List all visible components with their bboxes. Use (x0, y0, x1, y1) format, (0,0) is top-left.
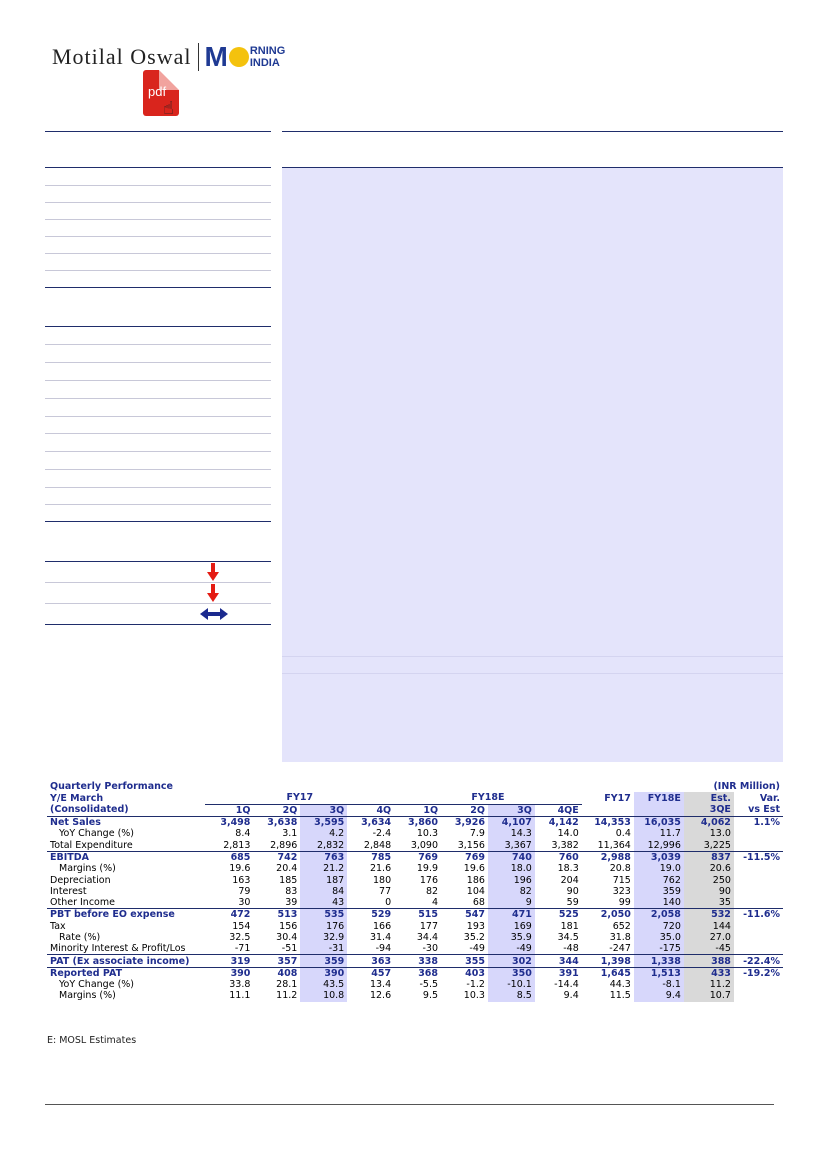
table-cell: 35.0 (634, 932, 684, 943)
table-cell: 35.2 (463, 932, 485, 943)
table-cell: 30.4 (276, 932, 298, 943)
logo-divider (198, 43, 199, 71)
left-rule (45, 185, 271, 186)
table-cell: 34.4 (416, 932, 439, 943)
table-cell: -2.4 (372, 828, 392, 840)
fy18e-group-header: FY18E (394, 792, 582, 804)
morning-india-text (250, 45, 285, 69)
table-cell: 4.2 (300, 828, 347, 839)
table-cell: 90 (684, 886, 734, 897)
table-cell (734, 863, 783, 874)
table-cell: 529 (371, 909, 392, 921)
table-cell: -71 (205, 943, 253, 955)
table-cell: 785 (371, 851, 392, 863)
hand-cursor-icon: ☝ (163, 98, 174, 119)
table-cell: 3,926 (454, 817, 485, 829)
table-cell: 535 (300, 909, 347, 921)
india-text: INDIA (249, 57, 280, 69)
table-cell: 20.8 (609, 863, 631, 875)
table-cell: 472 (230, 909, 251, 921)
table-cell: 837 (684, 851, 734, 863)
table-row (47, 897, 783, 909)
table-cell: 20.4 (276, 863, 298, 875)
table-row (47, 816, 783, 828)
table-cell: 77 (379, 885, 392, 897)
table-cell (734, 874, 783, 885)
row-label: Other Income (47, 897, 205, 909)
table-cell: 154 (232, 920, 251, 932)
table-cell: 513 (277, 909, 298, 921)
table-cell: 3,860 (407, 817, 439, 829)
fy18e-header: FY18E (634, 792, 684, 804)
table-cell: 11.7 (634, 828, 684, 839)
table-cell: -49 (441, 943, 488, 955)
est-subheader: 3QE (684, 804, 734, 816)
table-cell (734, 886, 783, 897)
table-cell: -14.4 (554, 979, 579, 991)
table-cell: 9.5 (422, 990, 439, 1002)
table-cell: 250 (684, 874, 734, 885)
row-label: Margins (%) (59, 863, 116, 875)
table-cell: 4,062 (684, 816, 734, 828)
table-cell (734, 921, 783, 932)
table-cell: 11.1 (229, 990, 251, 1002)
est-header: Est. (684, 792, 734, 804)
table-cell: 19.6 (229, 863, 251, 875)
col-label: Y/E March (50, 792, 104, 804)
table-cell: 10.3 (416, 828, 439, 840)
table-cell: -11.5% (743, 851, 780, 863)
table-cell: -10.1 (488, 979, 535, 990)
left-divider (45, 167, 271, 168)
left-rule (45, 253, 271, 254)
table-cell: 762 (634, 874, 684, 885)
table-cell: 763 (300, 851, 347, 863)
table-cell: 44.3 (609, 979, 631, 991)
left-rule (45, 603, 271, 604)
table-cell: 391 (558, 967, 579, 979)
table-cell: 90 (566, 885, 579, 897)
table-row (47, 851, 783, 863)
table-cell: 204 (560, 874, 579, 886)
table-cell: 31.8 (609, 932, 631, 943)
table-cell: 11.2 (684, 979, 734, 990)
left-rule (45, 362, 271, 363)
table-row (47, 943, 783, 955)
table-cell: 180 (372, 874, 392, 886)
left-divider (45, 287, 271, 288)
table-row (47, 909, 783, 921)
table-title: Quarterly Performance (50, 781, 173, 793)
left-rule (45, 487, 271, 488)
table-cell: 21.6 (369, 863, 392, 875)
table-cell: 2,848 (347, 839, 394, 851)
table-cell: 3,225 (684, 839, 734, 851)
table-cell: 3,090 (394, 839, 441, 851)
col-sublabel: (Consolidated) (47, 804, 205, 816)
table-cell: 2,058 (634, 909, 684, 921)
left-divider (45, 521, 271, 522)
quarter-header: 4Q (347, 804, 394, 816)
table-row (47, 990, 783, 1001)
quarter-header: 1Q (394, 804, 441, 816)
table-cell: -1.2 (466, 979, 485, 991)
table-cell (734, 839, 783, 851)
table-cell: 166 (372, 920, 392, 932)
table-cell: 163 (232, 874, 251, 886)
left-divider (45, 326, 271, 327)
left-rule (45, 469, 271, 470)
table-cell (734, 932, 783, 943)
table-cell: -45 (684, 943, 734, 955)
table-cell: 21.2 (300, 863, 347, 874)
table-cell: 8.5 (488, 990, 535, 1001)
row-label: Net Sales (50, 817, 101, 829)
quarterly-performance-table (47, 781, 783, 1002)
left-rule (45, 344, 271, 345)
row-label: Rate (%) (59, 932, 101, 943)
panel-rule (282, 673, 783, 674)
table-cell: 82 (425, 885, 439, 897)
table-cell: 176 (300, 921, 347, 932)
table-cell: 350 (488, 967, 535, 979)
pdf-label: pdf (148, 84, 167, 99)
table-cell: 32.5 (229, 932, 251, 943)
table-cell (734, 828, 783, 839)
table-cell: 59 (535, 897, 582, 909)
table-cell: 3,367 (488, 839, 535, 851)
table-cell: 177 (419, 920, 439, 932)
left-rule (45, 380, 271, 381)
table-cell: 31.4 (369, 932, 392, 943)
table-cell (734, 979, 783, 990)
footer-rule (45, 1104, 774, 1105)
table-cell: 359 (300, 955, 347, 967)
table-cell: 18.3 (557, 863, 579, 875)
table-cell: -5.5 (419, 979, 439, 991)
row-label: YoY Change (%) (59, 828, 135, 840)
table-cell: 720 (634, 921, 684, 932)
row-label: Tax (50, 920, 66, 932)
table-cell: 769 (418, 851, 439, 863)
table-cell: 7.9 (469, 828, 485, 840)
table-cell: 652 (612, 920, 631, 932)
table-cell: 1,645 (600, 967, 631, 979)
table-cell: 2,813 (205, 839, 253, 851)
table-cell: 355 (441, 955, 488, 967)
table-cell: 12.6 (369, 990, 392, 1002)
table-cell: 403 (465, 967, 485, 979)
table-cell: 1.1% (753, 817, 780, 829)
brand-name: Motilal Oswal (52, 44, 192, 69)
var-subheader: vs Est (734, 804, 783, 816)
row-label: Depreciation (50, 874, 111, 886)
left-rule (45, 270, 271, 271)
table-cell: 35.9 (488, 932, 535, 943)
table-cell: 390 (300, 967, 347, 979)
table-cell: 181 (560, 920, 579, 932)
table-cell: 9.4 (634, 990, 684, 1001)
row-label: Interest (50, 885, 87, 897)
left-rule (45, 398, 271, 399)
down-arrow-icon (207, 584, 219, 602)
table-cell: 10.7 (684, 990, 734, 1001)
table-row (47, 955, 783, 967)
row-label: PAT (Ex associate income) (47, 955, 205, 967)
table-cell: 82 (488, 886, 535, 897)
table-cell: 140 (634, 897, 684, 909)
table-row (47, 967, 783, 979)
table-cell: 35 (684, 897, 734, 909)
table-cell (734, 897, 783, 909)
table-cell: 319 (205, 955, 253, 967)
table-cell: 33.8 (229, 979, 251, 991)
table-cell: 186 (466, 874, 485, 886)
table-cell: 3,382 (535, 839, 582, 851)
panel-rule (282, 656, 783, 657)
table-cell: 742 (277, 851, 298, 863)
row-label: EBITDA (50, 851, 89, 863)
table-cell: 196 (488, 874, 535, 885)
table-cell: 144 (684, 921, 734, 932)
table-cell: 1,338 (634, 955, 684, 967)
table-cell: -48 (535, 943, 582, 955)
table-cell: 1,398 (582, 955, 634, 967)
table-cell: -31 (300, 943, 347, 955)
table-cell: 388 (684, 955, 734, 967)
table-row (47, 828, 783, 839)
left-rule (45, 451, 271, 452)
table-cell: -51 (253, 943, 300, 955)
table-row (47, 886, 783, 897)
table-unit: (INR Million) (713, 781, 780, 793)
table-cell: -8.1 (634, 979, 684, 990)
table-cell: 19.6 (463, 863, 485, 875)
table-cell: 3,634 (361, 817, 392, 829)
table-row (47, 874, 783, 885)
table-cell: 176 (419, 874, 439, 886)
right-divider-top (282, 131, 783, 132)
left-divider (45, 624, 271, 625)
table-cell: 32.9 (300, 932, 347, 943)
table-cell: -175 (634, 943, 684, 955)
row-label: Reported PAT (50, 967, 123, 979)
table-cell: 769 (465, 851, 485, 863)
table-cell: -30 (394, 943, 441, 955)
table-cell: 4,107 (488, 816, 535, 828)
table-cell: 39 (253, 897, 300, 909)
table-cell: 43.5 (300, 979, 347, 990)
table-cell: 185 (279, 874, 298, 886)
left-rule (45, 504, 271, 505)
table-cell: 532 (684, 909, 734, 921)
table-cell: -49 (488, 943, 535, 955)
table-cell: 525 (558, 909, 579, 921)
table-cell: 471 (488, 909, 535, 921)
row-label: Margins (%) (59, 990, 116, 1002)
left-rule (45, 433, 271, 434)
table-cell: 2,832 (300, 839, 347, 851)
table-cell: 4 (394, 897, 441, 909)
table-cell: 1,513 (634, 967, 684, 979)
table-cell: 363 (347, 955, 394, 967)
table-cell: 83 (285, 885, 298, 897)
left-divider (45, 561, 271, 562)
table-cell: 457 (371, 967, 392, 979)
fy17-header: FY17 (604, 792, 631, 804)
table-cell: 2,050 (600, 909, 631, 921)
table-cell: 84 (300, 886, 347, 897)
table-cell: 11.2 (276, 990, 298, 1002)
table-cell: 156 (279, 920, 298, 932)
table-cell: 11.5 (609, 990, 631, 1002)
table-cell: 14.0 (557, 828, 579, 840)
table-cell: 9.4 (563, 990, 579, 1002)
table-cell: 19.0 (634, 863, 684, 874)
brand-logo (52, 42, 285, 72)
table-cell: 359 (634, 886, 684, 897)
table-cell: 2,896 (253, 839, 300, 851)
row-label: Total Expenditure (47, 839, 205, 851)
table-cell: 408 (277, 967, 298, 979)
var-header: Var. (759, 792, 780, 804)
table-cell: 685 (230, 851, 251, 863)
quarter-header: 3Q (300, 804, 347, 816)
table-cell: 187 (300, 874, 347, 885)
table-cell: 4,142 (548, 817, 579, 829)
table-cell: 30 (205, 897, 253, 909)
table-cell: 34.5 (557, 932, 579, 943)
table-row (47, 932, 783, 943)
table-cell: 3.1 (282, 828, 298, 840)
table-cell: 715 (612, 874, 631, 886)
table-cell: 302 (488, 955, 535, 967)
table-cell: 20.6 (684, 863, 734, 874)
table-cell: -94 (347, 943, 394, 955)
table-cell: 323 (612, 885, 631, 897)
table-row (47, 921, 783, 932)
table-cell: 79 (238, 885, 251, 897)
footnote: E: MOSL Estimates (47, 1035, 137, 1046)
table-cell: 16,035 (634, 816, 684, 828)
down-arrow-icon (207, 563, 219, 581)
quarter-header: 2Q (253, 804, 300, 816)
table-cell: 338 (394, 955, 441, 967)
table-cell: 433 (684, 967, 734, 979)
table-row (47, 863, 783, 874)
neutral-arrow-icon (200, 608, 228, 620)
table-cell: 0 (347, 897, 394, 909)
table-cell: 344 (535, 955, 582, 967)
left-divider-top (45, 131, 271, 132)
table-cell: 19.9 (416, 863, 439, 875)
table-cell: 13.0 (684, 828, 734, 839)
table-cell: 27.0 (684, 932, 734, 943)
table-row (47, 979, 783, 990)
table-cell: 390 (230, 967, 251, 979)
quarter-header: 1Q (205, 804, 253, 816)
left-rule (45, 416, 271, 417)
table-cell (734, 990, 783, 1001)
table-cell: 3,498 (220, 817, 251, 829)
table-cell: 3,595 (300, 816, 347, 828)
table-cell: 169 (488, 921, 535, 932)
table-cell: 43 (300, 897, 347, 909)
left-rule (45, 582, 271, 583)
table-cell: 3,039 (634, 851, 684, 863)
morning-india-m: M (204, 41, 228, 72)
table-cell: 104 (466, 885, 485, 897)
table-cell: 68 (441, 897, 488, 909)
table-cell (734, 943, 783, 955)
row-label: Minority Interest & Profit/Los (47, 943, 205, 955)
table-cell: 11,364 (582, 839, 634, 851)
table-cell: 3,638 (267, 817, 298, 829)
table-cell: 740 (488, 851, 535, 863)
row-label: YoY Change (%) (59, 979, 135, 991)
morning-text: RNING (249, 45, 286, 57)
table-cell: -22.4% (734, 955, 783, 967)
table-cell: 12,996 (634, 839, 684, 851)
table-row (47, 839, 783, 851)
table-cell: 10.3 (463, 990, 485, 1002)
quarter-header: 3Q (488, 804, 535, 816)
table-cell: 547 (465, 909, 485, 921)
left-rule (45, 219, 271, 220)
quarter-header: 2Q (441, 804, 488, 816)
table-cell: 14.3 (488, 828, 535, 839)
table-cell: 760 (558, 851, 579, 863)
table-cell: -19.2% (743, 967, 780, 979)
table-cell: 3,156 (441, 839, 488, 851)
table-cell: 18.0 (488, 863, 535, 874)
table-cell: 0.4 (615, 828, 631, 840)
table-cell: 368 (418, 967, 439, 979)
fy17-group-header: FY17 (205, 792, 394, 804)
sun-icon (229, 47, 249, 67)
table-cell: 10.8 (300, 990, 347, 1001)
table-cell: 2,988 (600, 851, 631, 863)
table-cell: 193 (466, 920, 485, 932)
left-rule (45, 202, 271, 203)
table-cell: 13.4 (369, 979, 392, 991)
table-cell: 357 (253, 955, 300, 967)
table-cell: -11.6% (743, 909, 780, 921)
row-label: PBT before EO expense (50, 909, 175, 921)
table-cell: 515 (418, 909, 439, 921)
table-cell: 28.1 (276, 979, 298, 991)
table-cell: 8.4 (235, 828, 251, 840)
table-cell: 9 (488, 897, 535, 909)
table-cell: -247 (582, 943, 634, 955)
table-cell: 99 (582, 897, 634, 909)
quarter-header: 4QE (535, 804, 582, 816)
left-rule (45, 236, 271, 237)
table-cell: 14,353 (594, 817, 631, 829)
